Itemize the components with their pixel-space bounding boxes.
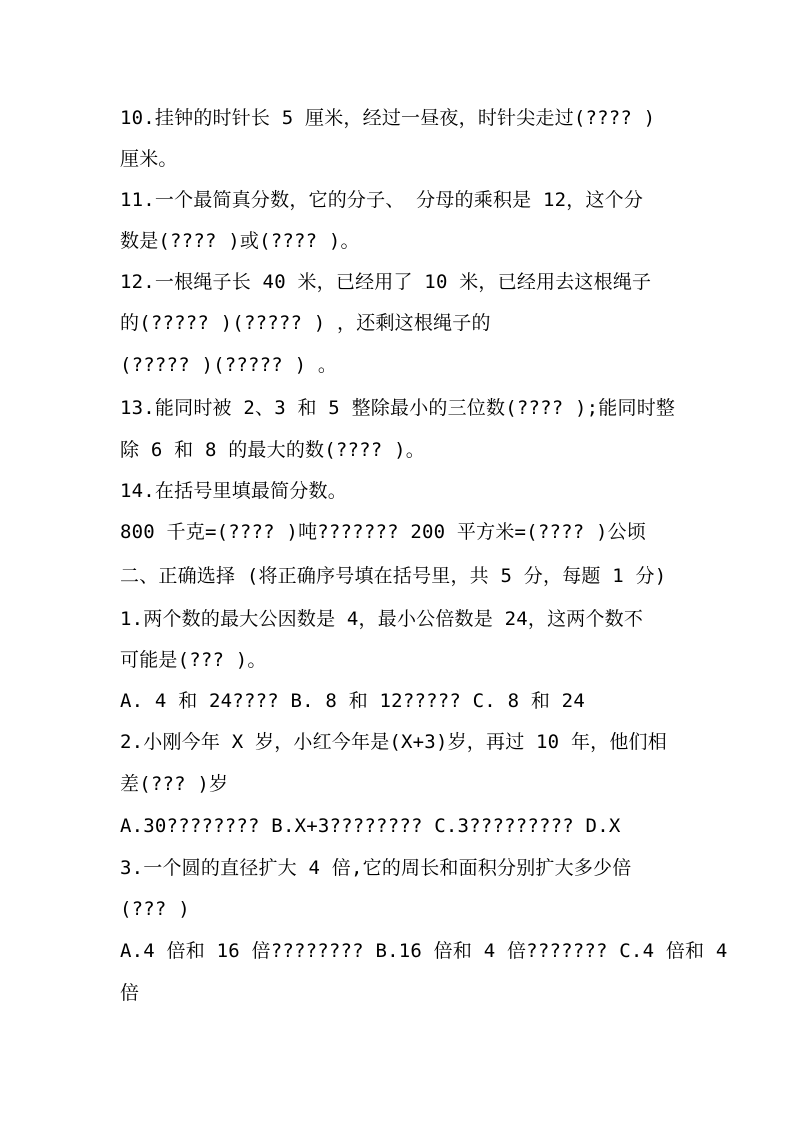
choice-2-line-1: 2.小刚今年 X 岁，小红今年是(X+3)岁，再过 10 年，他们相 [120,731,667,753]
question-13-line-1: 13.能同时被 2、3 和 5 整除最小的三位数(???? );能同时整 [120,397,676,419]
question-12-line-2: 的(????? )(????? ) ，还剩这根绳子的 [120,312,491,334]
question-14-line-1: 14.在括号里填最简分数。 [120,480,347,502]
choice-1-line-2: 可能是(??? )。 [120,649,267,671]
choice-2-options: A.30???????? B.X+3???????? C.3????????? D.X [120,815,621,837]
choice-3-options: A.4 倍和 16 倍???????? B.16 倍和 4 倍??????? C.4 倍和 4 [120,940,728,962]
question-14-line-2: 800 千克=(???? )吨??????? 200 平方米=(???? )公顷 [120,521,647,543]
choice-2-line-2: 差(??? )岁 [120,773,229,795]
choice-3-line-1: 3.一个圆的直径扩大 4 倍,它的周长和面积分别扩大多少倍 [120,857,632,879]
question-12-line-1: 12.一根绳子长 40 米，已经用了 10 米，已经用去这根绳子 [120,271,652,293]
choice-3-line-2: (??? ) [120,898,190,920]
question-13-line-2: 除 6 和 8 的最大的数(???? )。 [120,439,425,461]
choice-1-line-1: 1.两个数的最大公因数是 4，最小公倍数是 24，这两个数不 [120,608,644,630]
section-2-heading: 二、正确选择 (将正确序号填在括号里，共 5 分，每题 1 分) [120,565,667,587]
question-11-line-1: 11.一个最简真分数，它的分子、 分母的乘积是 12，这个分 [120,189,644,211]
choice-3-options-continued: 倍 [120,982,140,1004]
question-12-line-3: (????? )(????? ) 。 [120,354,338,376]
question-10-line-1: 10.挂钟的时针长 5 厘米，经过一昼夜，时针尖走过(???? ) [120,107,656,129]
question-11-line-2: 数是(???? )或(???? )。 [120,230,360,252]
question-10-line-2: 厘米。 [120,148,178,170]
choice-1-options: A. 4 和 24???? B. 8 和 12????? C. 8 和 24 [120,690,585,712]
